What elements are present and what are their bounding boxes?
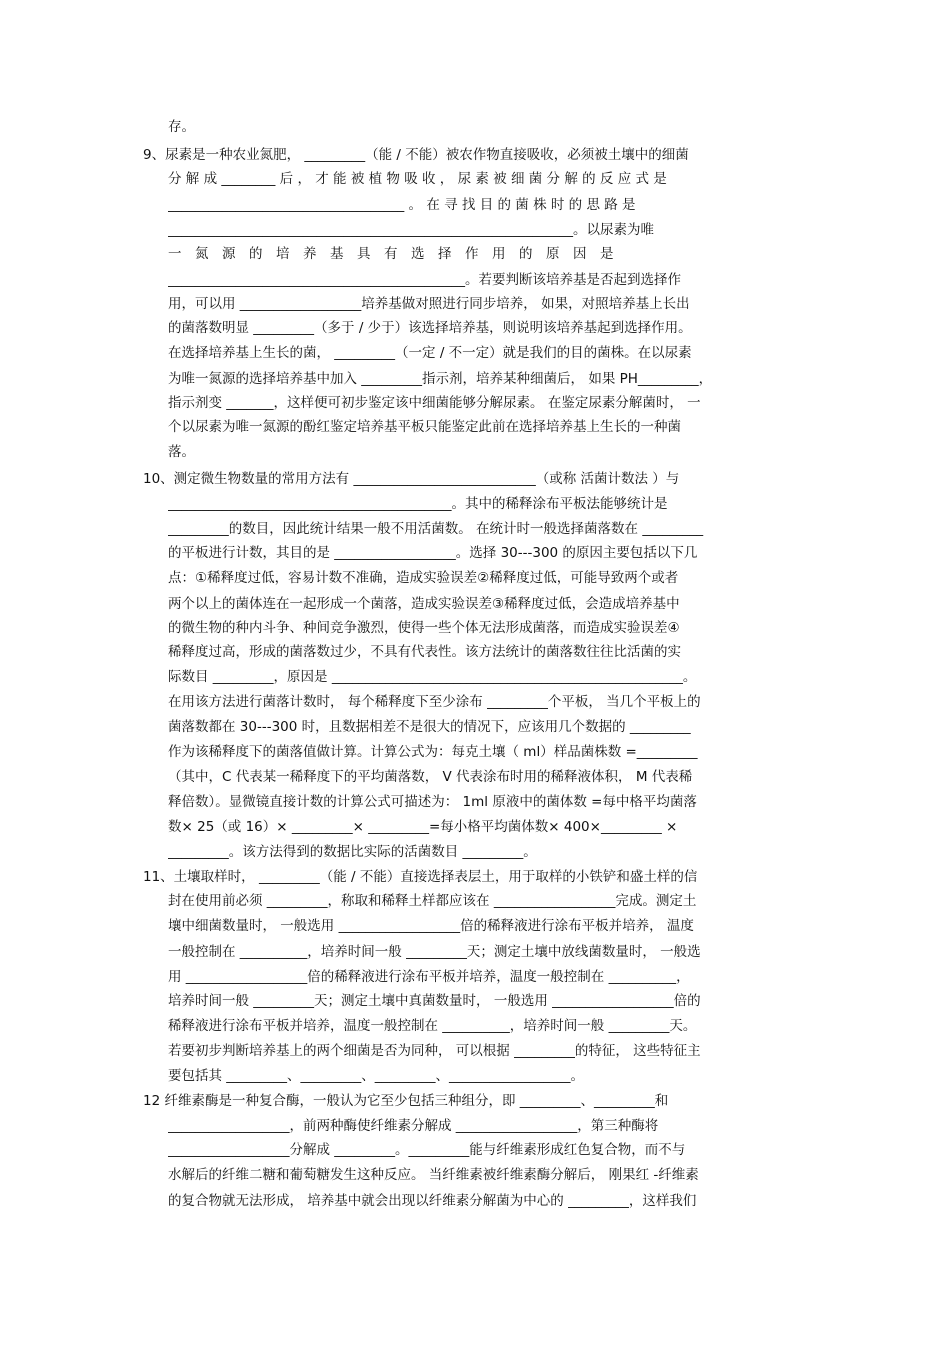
text-line: 培养时间一般 _________天；测定土壤中真菌数量时， 一般选用 __________________倍的: [168, 993, 701, 1009]
text-line: 稀释液进行涂布平板并培养，温度一般控制在 __________，培养时间一般 _________天。: [168, 1018, 697, 1034]
text-line: 数× 25（或 16）× _________× _________=每小格平均菌体数× 400×_________ ×: [168, 819, 678, 835]
text-line: 用 __________________倍的稀释液进行涂布平板并培养，温度一般控制在 __________，: [168, 969, 690, 985]
text-line: 要包括其 _________、_________、_________、__________________。: [168, 1068, 585, 1084]
text-line: 稀释度过高，形成的菌落数过少，不具有代表性。该方法统计的菌落数往往比活菌的实: [168, 644, 681, 660]
text-line: __________________，前两种酶使纤维素分解成 __________________，第三种酶将: [168, 1118, 659, 1134]
question-9-line: 9、尿素是一种农业氮肥， _________（能 / 不能）被农作物直接吸收，必须被土壤中的细菌: [143, 147, 689, 163]
text-line: ____________________________________________________________。以尿素为唯: [168, 222, 654, 238]
text-line: 作为该稀释度下的菌落值做计算。计算公式为：每克土壤（ ml）样品菌株数 =_________: [168, 744, 698, 760]
text-line: 际数目 _________，原因是 ____________________________________________________。: [168, 669, 697, 685]
text-line: 若要初步判断培养基上的两个细菌是否为同种， 可以根据 _________的特征， 这些特征主: [168, 1043, 701, 1059]
text-line: 分 解 成 ________ 后 ， 才 能 被 植 物 吸 收 ， 尿 素 被 细 菌 分 解 的 反 应 式 是: [168, 171, 667, 187]
text-line: 两个以上的菌体连在一起形成一个菌落，造成实验误差③稀释度过低，会造成培养基中: [168, 596, 680, 612]
text-line: 在用该方法进行菌落计数时， 每个稀释度下至少涂布 _________个平板， 当几个平板上的: [168, 694, 701, 710]
text-line: 为唯一氮源的选择培养基中加入 _________指示剂，培养某种细菌后， 如果 PH_________，: [168, 371, 713, 387]
text-line: 指示剂变 _______，这样便可初步鉴定该中细菌能够分解尿素。 在鉴定尿素分解菌时， 一: [168, 395, 701, 411]
text-line: 释倍数）。显微镜直接计数的计算公式可描述为： 1ml 原液中的菌体数 =每中格平均菌落: [168, 794, 697, 810]
text-line: ___________________________________ 。 在 寻 找 目 的 菌 株 时 的 思 路 是: [168, 197, 636, 213]
text-line: 一般控制在 __________，培养时间一般 _________天；测定土壤中放线菌数量时， 一般选: [168, 944, 701, 960]
text-line: 封在使用前必须 _________，称取和稀释土样都应该在 __________________完成。测定土: [168, 893, 697, 909]
text-line: 菌落数都在 30---300 时，且数据相差不是很大的情况下，应该用几个数据的 _________: [168, 719, 691, 735]
text-line: 水解后的纤维二糖和葡萄糖发生这种反应。 当纤维素被纤维素酶分解后， 刚果红 -纤维素: [168, 1167, 699, 1183]
text-line: 的复合物就无法形成， 培养基中就会出现以纤维素分解菌为中心的 _________，这样我们: [168, 1193, 697, 1209]
text-line: __________________分解成 _________。_________能与纤维素形成红色复合物，而不与: [168, 1142, 686, 1158]
text-line: ____________________________________________。若要判断该培养基是否起到选择作: [168, 272, 681, 288]
text-line: _________。该方法得到的数据比实际的活菌数目 _________。: [168, 844, 537, 860]
text-line: （其中，C 代表某一稀释度下的平均菌落数， V 代表涂布时用的稀释液体积， M 代表稀: [168, 769, 693, 785]
text-line: 一 氮 源 的 培 养 基 具 有 选 择 作 用 的 原 因 是: [168, 246, 614, 262]
question-11-line: 11、土壤取样时， _________（能 / 不能）直接选择表层土，用于取样的小铁铲和盛土样的信: [143, 869, 698, 885]
text-line: 点：①稀释度过低，容易计数不准确，造成实验误差②稀释度过低，可能导致两个或者: [168, 570, 679, 586]
text-line: 的微生物的种内斗争、种间竞争激烈，使得一些个体无法形成菌落，而造成实验误差④: [168, 620, 680, 636]
text-line: 个以尿素为唯一氮源的酚红鉴定培养基平板只能鉴定此前在选择培养基上生长的一种菌: [168, 419, 681, 435]
text-line: 在选择培养基上生长的菌， _________（一定 / 不一定）就是我们的目的菌株。在以尿素: [168, 345, 692, 361]
text-line: 的平板进行计数，其目的是 __________________。选择 30---300 的原因主要包括以下几: [168, 545, 698, 561]
text-line: 的菌落数明显 _________（多于 / 少于）该选择培养基，则说明该培养基起到选择作用。: [168, 320, 692, 336]
text-line: 落。: [168, 444, 195, 460]
text-line: __________________________________________。其中的稀释涂布平板法能够统计是: [168, 496, 668, 512]
question-12-line: 12 纤维素酶是一种复合酶，一般认为它至少包括三种组分，即 _________、_________和: [143, 1093, 669, 1109]
question-10-line: 10、测定微生物数量的常用方法有 ___________________________（或称 活菌计数法 ）与: [143, 471, 680, 487]
text-line: _________的数目，因此统计结果一般不用活菌数。 在统计时一般选择菌落数在 _________: [168, 521, 704, 537]
text-line: 用，可以用 __________________培养基做对照进行同步培养， 如果，对照培养基上长出: [168, 296, 690, 312]
text-line: 存。: [168, 119, 195, 135]
text-line: 壤中细菌数量时， 一般选用 __________________倍的稀释液进行涂布平板并培养， 温度: [168, 918, 694, 934]
